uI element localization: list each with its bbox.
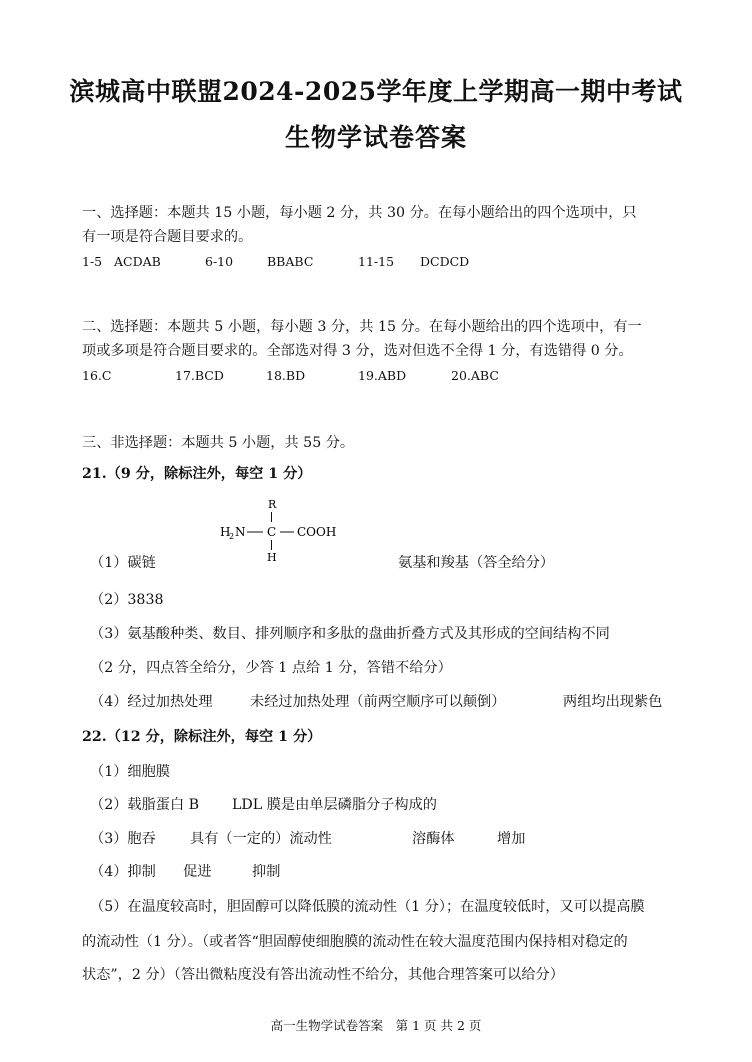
q22-answer-2-part2: LDL 膜是由单层磷脂分子构成的 [232, 797, 437, 813]
answer-range: 6-10 [205, 254, 234, 269]
formula-carbon: C [267, 525, 277, 539]
q21-answer-4-part3: 两组均出现紫色 [563, 694, 663, 710]
formula-r-group: R [268, 498, 277, 511]
question-21-heading: 21.（9 分，除标注外，每空 1 分） [82, 466, 312, 482]
q22-answer-3-part2: 具有（一定的）流动性 [190, 831, 332, 847]
q21-answer-3: （3）氨基酸种类、数目、排列顺序和多肽的盘曲折叠方式及其形成的空间结构不同 [90, 626, 610, 642]
answer-item: 19.ABD [358, 368, 407, 383]
q21-answer-3-note: （2 分，四点答全给分，少答 1 点给 1 分，答错不给分） [90, 660, 452, 676]
q22-answer-3-part4: 增加 [497, 831, 526, 847]
q22-answer-4-part2: 促进 [183, 864, 212, 880]
answer-item: 18.BD [266, 368, 306, 383]
answer-keys: DCDCD [420, 254, 470, 269]
q21-answer-4-part1: （4）经过加热处理 [90, 694, 213, 710]
section1-description-line1: 一、选择题：本题共 15 小题，每小题 2 分，共 30 分。在每小题给出的四个选项中，只 [82, 205, 637, 221]
answer-keys: ACDAB [114, 254, 161, 269]
answer-item: 17.BCD [175, 368, 224, 383]
question-22-heading: 22.（12 分，除标注外，每空 1 分） [82, 729, 322, 745]
q22-answer-3-part1: （3）胞吞 [90, 831, 156, 847]
section2-description-line2: 项或多项是符合题目要求的。全部选对得 3 分，选对但选不全得 1 分，有选错得 0 分。 [82, 343, 633, 359]
page-subtitle: 生物学试卷答案 [284, 123, 467, 152]
section3-description: 三、非选择题：本题共 5 小题，共 55 分。 [82, 435, 355, 451]
q21-answer-1-tail: 氨基和羧基（答全给分） [398, 555, 555, 571]
section2-description-line1: 二、选择题：本题共 5 小题，每小题 3 分，共 15 分。在每小题给出的四个选项中，有一 [82, 319, 642, 335]
amino-acid-structural-formula [210, 494, 370, 566]
q22-answer-5-line1: （5）在温度较高时，胆固醇可以降低膜的流动性（1 分）；在温度较低时，又可以提高膜 [90, 899, 645, 915]
answer-range: 1-5 [82, 254, 103, 269]
q22-answer-4-part1: （4）抑制 [90, 864, 156, 880]
formula-h-atom: H [220, 525, 231, 539]
answer-item: 16.C [82, 368, 112, 383]
answer-keys: BBABC [267, 254, 314, 269]
formula-subscript: 2 [229, 532, 235, 541]
section1-description-line2: 有一项是符合题目要求的。 [82, 229, 253, 245]
q22-answer-5-line3: 状态”，2 分）（答出微粘度没有答出流动性不给分，其他合理答案可以给分） [82, 967, 564, 983]
q22-answer-3-part3: 溶酶体 [412, 831, 455, 847]
q22-answer-2-part1: （2）载脂蛋白 B [90, 797, 200, 813]
q22-answer-5-line2: 的流动性（1 分）。（或者答“胆固醇使细胞膜的流动性在较大温度范围内保持相对稳定的 [82, 934, 628, 950]
answer-item: 20.ABC [451, 368, 499, 383]
formula-h-bottom: H [267, 551, 277, 564]
page-title: 滨城高中联盟2024-2025学年度上学期高一期中考试 [69, 77, 683, 106]
q21-answer-4-part2: 未经过加热处理（前两空顺序可以颠倒） [250, 694, 506, 710]
q22-answer-4-part3: 抑制 [252, 864, 281, 880]
q22-answer-1: （1）细胞膜 [90, 764, 170, 780]
formula-n-atom: N [235, 525, 246, 539]
answer-range: 11-15 [358, 254, 395, 269]
q21-answer-2: （2）3838 [90, 592, 164, 608]
q21-answer-1: （1）碳链 [90, 555, 156, 571]
formula-carboxyl: COOH [297, 525, 337, 539]
page-footer: 高一生物学试卷答案 第 1 页 共 2 页 [270, 1018, 482, 1033]
